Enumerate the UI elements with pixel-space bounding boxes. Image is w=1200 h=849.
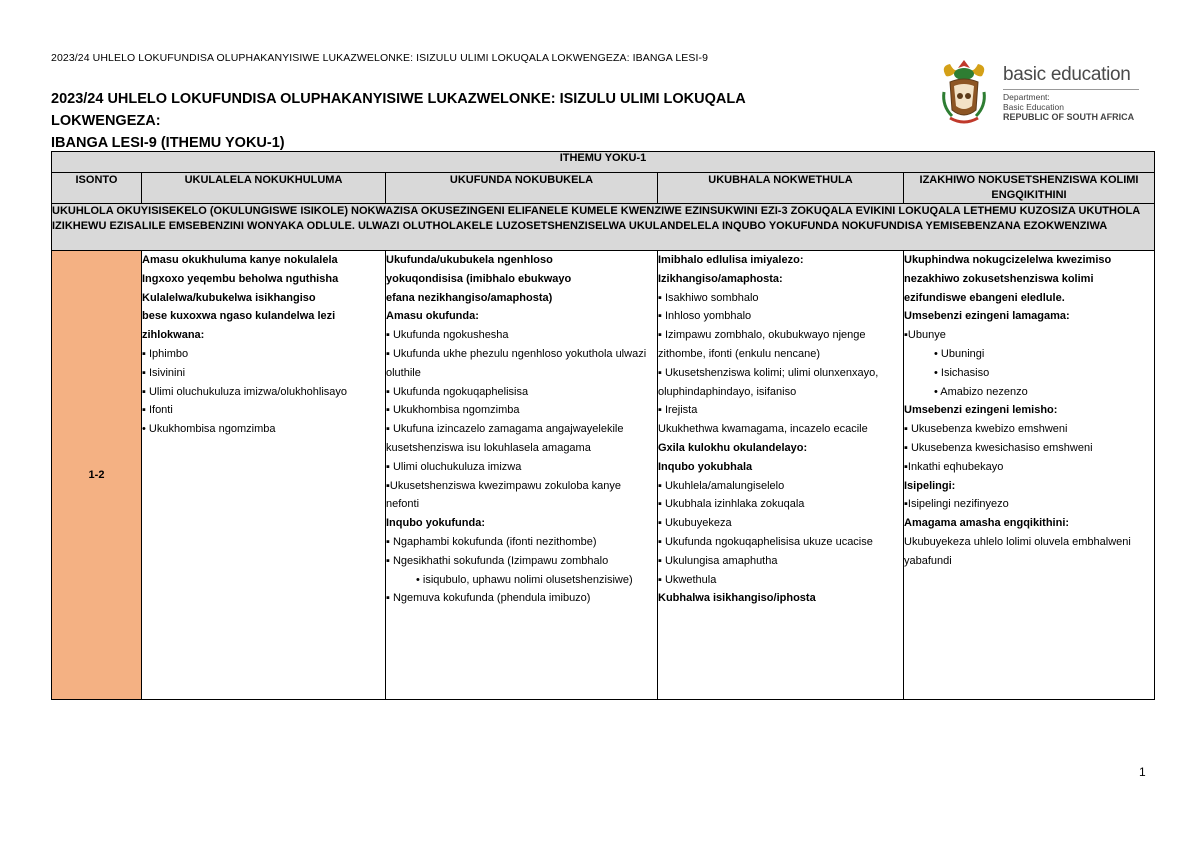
list-item: ▪ Ukukhombisa ngomzimba	[386, 404, 520, 417]
term-row	[52, 152, 1155, 173]
writing-subheading: Izikhangiso/amaphosta:	[658, 272, 783, 285]
list-item: ▪ Inhloso yombhalo	[658, 310, 752, 323]
reading-subheading: Amasu okufunda:	[386, 310, 479, 323]
list-item: • Amabizo nezenzo	[934, 385, 1028, 398]
running-header: 2023/24 UHLELO LOKUFUNDISA OLUPHAKANYISIWE LUKAZWELONKE: ISIZULU ULIMI LOKUQALA LOKWENGEZA: IBANGA LESI-9	[51, 52, 709, 64]
list-item: ▪Ubunye	[904, 329, 946, 342]
list-item: • Ubuningi	[934, 347, 985, 360]
language-subheading: Amagama amasha engqikithini:	[904, 517, 1070, 530]
list-item: ▪Isipelingi nezifinyezo	[904, 498, 1009, 511]
reading-text: yokuqondisisa (imibhalo ebukwayo	[386, 272, 572, 285]
list-item: ▪ Ngemuva kokufunda (phendula imibuzo)	[386, 592, 591, 605]
logo-department-text	[1003, 92, 1134, 122]
logo-brand-text: basic education	[1003, 64, 1131, 85]
assessment-row	[52, 204, 1155, 251]
teaching-plan-table	[51, 151, 1155, 700]
language-subheading: Isipelingi:	[904, 479, 956, 492]
writing-subheading: Inqubo yokubhala	[658, 460, 753, 473]
listening-heading: Amasu okukhuluma kanye nokulalela	[142, 254, 338, 266]
column-header-listening: UKULALELA NOKUKHULUMA	[142, 173, 386, 204]
list-item: ▪ Ngesikhathi sokufunda (Izimpawu zombhalo	[386, 554, 609, 567]
writing-cell	[658, 251, 904, 700]
list-item: • isiqubulo, uphawu nolimi olusetshenzisiwe)	[416, 573, 633, 586]
assessment-note: UKUHLOLA OKUYISISEKELO (OKULUNGISWE ISIKOLE) NOKWAZISA OKUSEZINGENI ELIFANELE KUMELE KWENZIWE EZINSUKWINI EZI-3 ZOKUQALA EVIKINI LOKUQALA LETHEMU KUZOSIZA UKUTHOLA IZIKHEWU EZISALILE EMSEBENZINI WONYAKA ODLULE. ULWAZI OLUTHOLAKELE LUZOSETSHENZISELWA UKULANDELELA INQUBO YOKUFUNDA NOKUFUNDISA YEMISEBENZANA EZOKWENZIWA	[52, 204, 1155, 251]
listening-text: bese kuxoxwa ngaso kulandelwa lezi	[142, 310, 336, 323]
title-line-1: 2023/24 UHLELO LOKUFUNDISA OLUPHAKANYISIWE LUKAZWELONKE: ISIZULU ULIMI LOKUQALA LOKWENGEZA:	[51, 91, 746, 129]
list-item: ▪ Ukulungisa amaphutha	[658, 554, 778, 567]
reading-text: efana nezikhangiso/amaphosta)	[386, 291, 553, 304]
list-item: ▪ Ukufunda ukhe phezulu ngenhloso yokuthola ulwazi oluthile	[386, 347, 647, 379]
list-item: ▪ Irejista	[658, 404, 698, 417]
list-item: ▪ Ukufunda ngokuqaphelisisa	[386, 385, 529, 398]
language-subheading: Umsebenzi ezingeni lamagama:	[904, 310, 1070, 323]
list-item: Ukukhethwa kwamagama, incazelo ecacile	[658, 423, 868, 436]
writing-subheading: Gxila kulokhu okulandelayo:	[658, 441, 808, 454]
week-row	[52, 251, 1155, 700]
language-heading: Ukuphindwa nokugcizelelwa kwezimiso nezakhiwo zokusetshenziswa kolimi ezifundiswe ebangeni eledlule.	[904, 254, 1112, 304]
list-item: ▪ Ulimi oluchukuluza imizwa	[386, 460, 522, 473]
listening-text: Kulalelwa/kubukelwa isikhangiso	[142, 291, 316, 304]
list-item: ▪ Ngaphambi kokufunda (ifonti nezithombe)	[386, 535, 597, 548]
department-logo	[936, 56, 1146, 128]
reading-heading: Ukufunda/ukubukela ngenhloso	[386, 254, 553, 266]
reading-cell	[386, 251, 658, 700]
list-item: ▪Inkathi eqhubekayo	[904, 460, 1004, 473]
week-cell: 1-2	[52, 251, 142, 700]
coat-of-arms-icon	[936, 56, 992, 128]
column-header-week: ISONTO	[52, 173, 142, 204]
title-line-2: IBANGA LESI-9 (ITHEMU YOKU-1)	[51, 135, 285, 151]
list-item: ▪ Izimpawu zombhalo, okubukwayo njenge zithombe, ifonti (enkulu nencane)	[658, 329, 866, 360]
list-item: ▪ Ukubhala izinhlaka zokuqala	[658, 498, 805, 511]
list-item: ▪ Ukufuna izincazelo zamagama angajwayelekile kusetshenziswa isu lokuhlasela amagama	[386, 423, 624, 454]
language-subheading: Umsebenzi ezingeni lemisho:	[904, 404, 1058, 417]
logo-dept-line-2: Basic Education	[1003, 102, 1064, 112]
column-header-reading: UKUFUNDA NOKUBUKELA	[386, 173, 658, 204]
list-item: Ukubuyekeza uhlelo lolimi oluvela embhalweni yabafundi	[904, 535, 1131, 567]
list-item: ▪ Ulimi oluchukuluza imizwa/olukhohlisayo	[142, 385, 348, 398]
list-item: ▪ Iphimbo	[142, 347, 189, 360]
list-item: ▪ Isivinini	[142, 366, 186, 379]
list-item: • Isichasiso	[934, 366, 990, 379]
term-heading: ITHEMU YOKU-1	[52, 152, 1155, 173]
listening-cell	[142, 251, 386, 700]
column-header-language: IZAKHIWO NOKUSETSHENZISWA KOLIMI ENGQIKITHINI	[904, 173, 1155, 204]
list-item: ▪ Ukusetshenziswa kolimi; ulimi olunxenxayo, oluphindaphindayo, isifaniso	[658, 366, 879, 398]
list-item: ▪ Ifonti	[142, 404, 173, 417]
list-item: ▪ Ukubuyekeza	[658, 517, 732, 530]
logo-divider	[1003, 89, 1139, 90]
document-title	[51, 88, 851, 154]
list-item: ▪Ukusetshenziswa kwezimpawu zokuloba kanye nefonti	[386, 479, 622, 511]
writing-subheading: Kubhalwa isikhangiso/iphosta	[658, 592, 816, 605]
list-item: ▪ Ukusebenza kwesichasiso emshweni	[904, 441, 1093, 454]
logo-dept-line-3: REPUBLIC OF SOUTH AFRICA	[1003, 112, 1135, 122]
logo-dept-line-1: Department:	[1003, 92, 1050, 102]
list-item: ▪ Ukuhlela/amalungiselelo	[658, 479, 785, 492]
language-cell	[904, 251, 1155, 700]
writing-heading: Imibhalo edlulisa imiyalezo:	[658, 254, 804, 266]
list-item: ▪ Isakhiwo sombhalo	[658, 291, 759, 304]
header-row	[52, 173, 1155, 204]
listening-text: zihlokwana:	[142, 329, 205, 342]
list-item: ▪ Ukusebenza kwebizo emshweni	[904, 423, 1068, 436]
list-item: ▪ Ukufunda ngokuqaphelisisa ukuze ucacise	[658, 535, 873, 548]
list-item: ▪ Ukufunda ngokushesha	[386, 329, 509, 342]
listening-text: Ingxoxo yeqembu beholwa nguthisha	[142, 272, 339, 285]
page-number: 1	[1139, 765, 1146, 779]
reading-subheading: Inqubo yokufunda:	[386, 517, 485, 530]
list-item: ▪ Ukwethula	[658, 573, 717, 586]
column-header-writing: UKUBHALA NOKWETHULA	[658, 173, 904, 204]
list-item: • Ukukhombisa ngomzimba	[142, 423, 276, 436]
